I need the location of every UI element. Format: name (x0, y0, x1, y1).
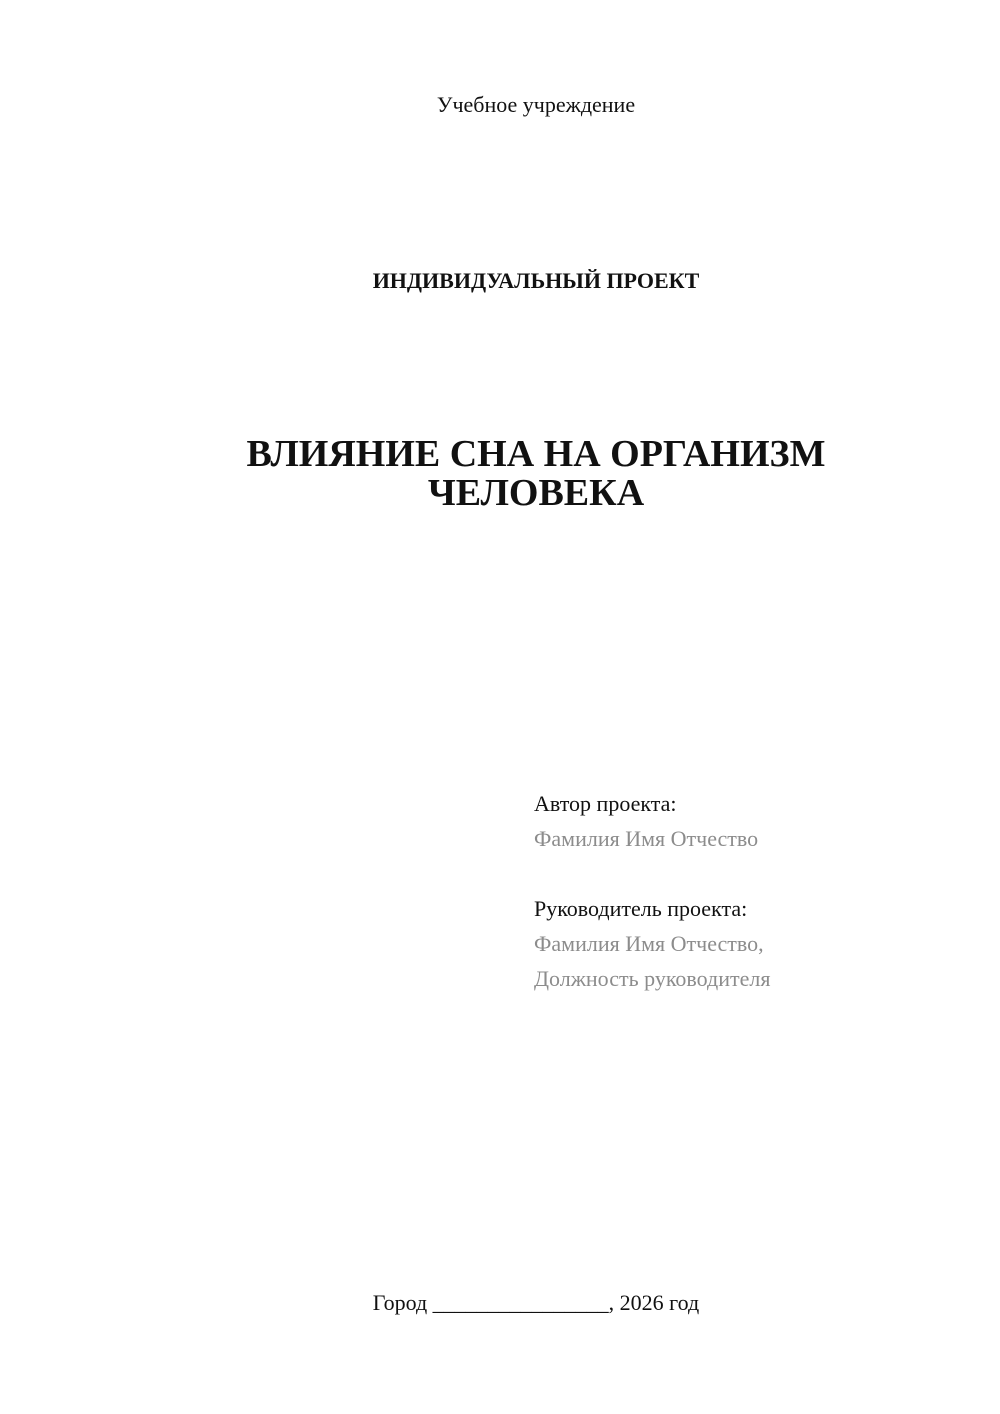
supervisor-block (534, 891, 954, 996)
project-type-heading: ИНДИВИДУАЛЬНЫЙ ПРОЕКТ (372, 268, 700, 293)
author-label: Автор проекта: (534, 791, 677, 816)
author-name: Фамилия Имя Отчество (534, 826, 759, 851)
supervisor-position: Должность руководителя (534, 966, 771, 991)
supervisor-name: Фамилия Имя Отчество, (534, 931, 764, 956)
institution-name: Учебное учреждение (436, 92, 636, 117)
city-year-line: Город ________________, 2026 год (372, 1290, 700, 1315)
supervisor-label: Руководитель проекта: (534, 896, 748, 921)
project-title-line-1: ВЛИЯНИЕ СНА НА ОРГАНИЗМ (246, 433, 826, 475)
author-block (534, 786, 954, 856)
project-title-line-2: ЧЕЛОВЕКА (427, 472, 645, 514)
project-title (0, 435, 1000, 513)
